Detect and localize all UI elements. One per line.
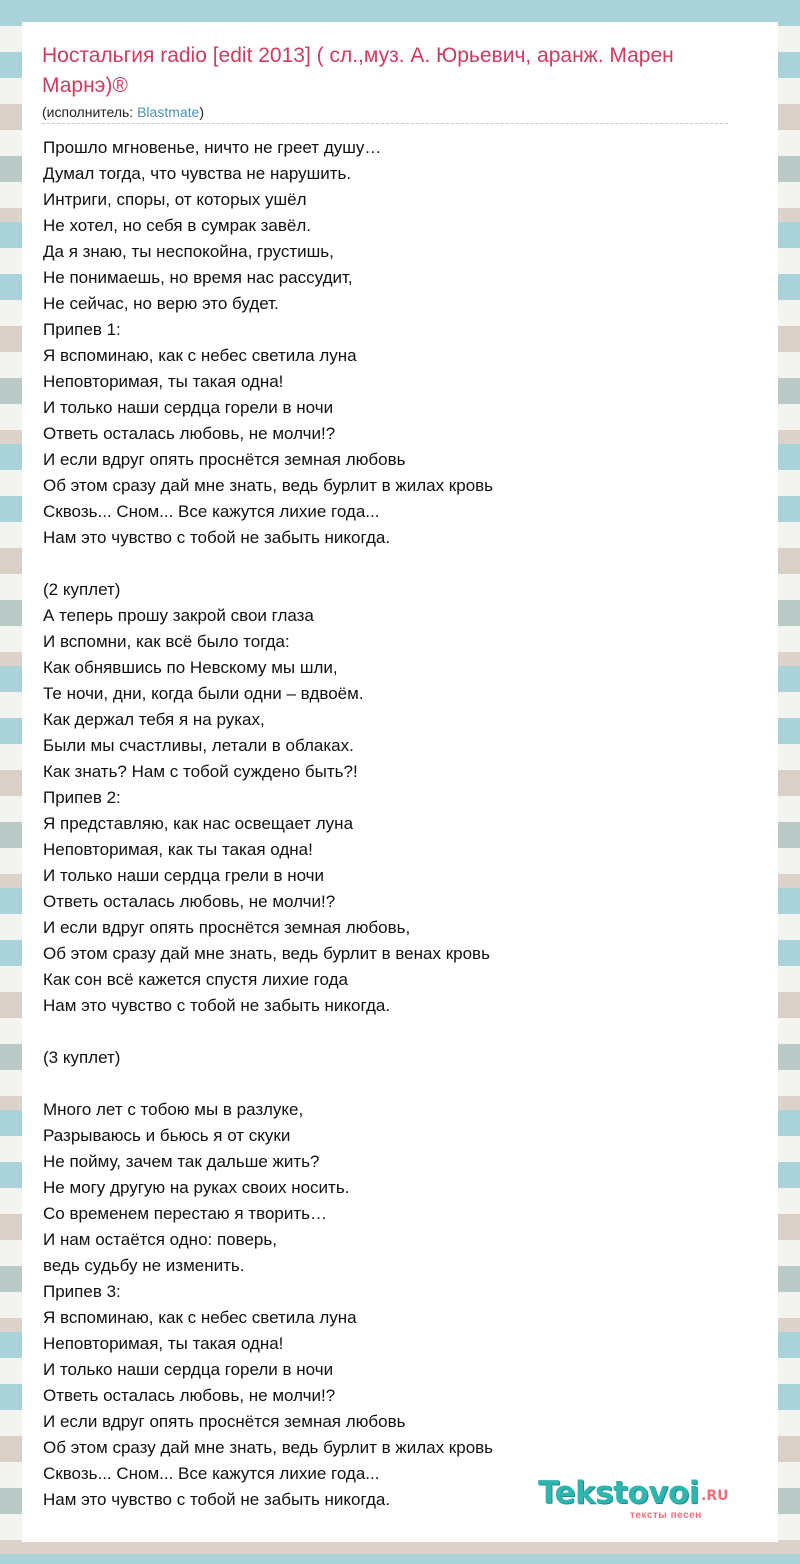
logo-wordmark: Tekstovoi	[538, 1475, 699, 1511]
logo-tagline: тексты песен	[630, 1510, 702, 1521]
site-logo[interactable]	[538, 1476, 748, 1520]
performer-prefix: (исполнитель:	[42, 104, 138, 120]
performer-line	[42, 103, 204, 121]
performer-link[interactable]: Blastmate	[137, 104, 200, 120]
logo-domain: .RU	[701, 1488, 729, 1504]
lyrics-text: Прошло мгновенье, ничто не греет душу… Думал тогда, что чувства не нарушить. Интриги, споры, от которых ушёл Не хотел, но себя в сумрак завёл. Да я знаю, ты неспокойна, грустишь, Не понимаешь, но время нас рассудит, Не сейчас, но верю это будет. Припев 1: Я вспоминаю, как с небес светила луна Неповторимая, ты такая одна! И только наши сердца горели в ночи Ответь осталась любовь, не молчи!? И если вдруг опять проснётся земная любовь Об этом сразу дай мне знать, ведь бурлит в жилах кровь Сквозь... Сном... Все кажутся лихие года... Нам это чувство с тобой не забыть никогда. (2 куплет) А теперь прошу закрой свои глаза И вспомни, как всё было тогда: Как обнявшись по Невскому мы шли, Те ночи, дни, когда были одни – вдвоём. Как держал тебя я на руках, Были мы счастливы, летали в облаках. Как знать? Нам с тобой суждено быть?! Припев 2: Я представляю, как нас освещает луна Неповторимая, как ты такая одна! И только наши сердца грели в ночи Ответь осталась любовь, не молчи!? И если вдруг опять проснётся земная любовь, Об этом сразу дай мне знать, ведь бурлит в венах кровь Как сон всё кажется спустя лихие года Нам это чувство с тобой не забыть никогда. (3 куплет) Много лет с тобою мы в разлуке, Разрываюсь и бьюсь я от скуки Не пойму, зачем так дальше жить? Не могу другую на руках своих носить. Со временем перестаю я творить… И нам остаётся одно: поверь, ведь судьбу не изменить. Припев 3: Я вспоминаю, как с небес светила луна Неповторимая, ты такая одна! И только наши сердца горели в ночи Ответь осталась любовь, не молчи!? И если вдруг опять проснётся земная любовь Об этом сразу дай мне знать, ведь бурлит в жилах кровь Сквозь... Сном... Все кажутся лихие года... Нам это чувство с тобой не забыть никогда.	[43, 138, 494, 1509]
performer-suffix: )	[199, 104, 205, 120]
lyrics-panel	[22, 22, 778, 1542]
dashed-divider	[42, 123, 728, 124]
song-title: Ностальгия radio [edit 2013] ( сл.,муз. А. Юрьевич, аранж. Марен Марнэ)®	[42, 44, 674, 97]
